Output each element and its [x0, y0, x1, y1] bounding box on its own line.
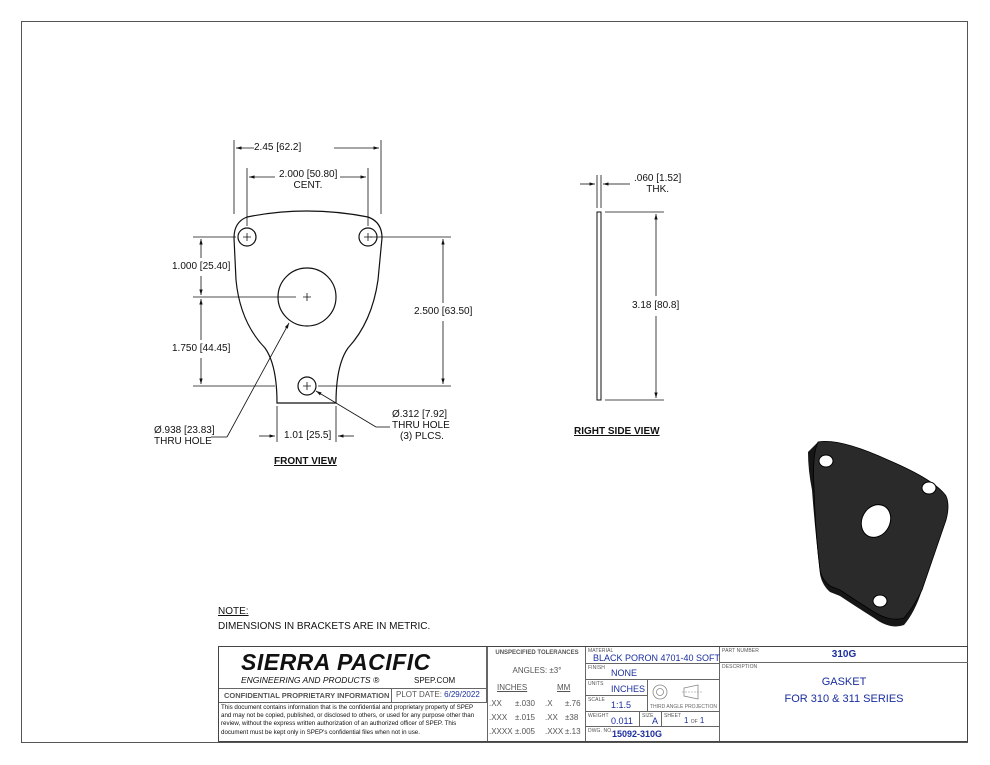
- finish-value: NONE: [611, 668, 638, 678]
- tol-row: .XX ±.030 .X ±.76: [489, 699, 581, 708]
- plot-date-label: PLOT DATE:: [396, 690, 442, 699]
- company-name: SIERRA PACIFIC: [241, 649, 431, 675]
- description-line1: GASKET: [821, 676, 867, 688]
- front-view-part: [234, 211, 382, 403]
- front-view-label: FRONT VIEW: [274, 456, 337, 467]
- part-number-value: 310G: [831, 649, 857, 660]
- scale-value: 1:1.5: [611, 700, 632, 710]
- units-value: INCHES: [611, 684, 646, 694]
- projection-symbol-icon: [648, 682, 720, 706]
- size-cell: SIZE A: [640, 712, 662, 727]
- tol-mm-header: MM: [557, 683, 571, 692]
- dwg-no-cell: DWG. NO. 15092-310G: [586, 727, 720, 741]
- company-sub: ENGINEERING AND PRODUCTS ®: [241, 675, 380, 685]
- note-title: NOTE:: [218, 606, 249, 617]
- sheet-cell: SHEET 1 OF 1: [662, 712, 720, 727]
- sheet-value: 1: [684, 716, 689, 725]
- dim-bottom-width: 1.01 [25.5]: [284, 430, 332, 441]
- dim-height: 3.18 [80.8]: [632, 300, 680, 311]
- projection-cell: [648, 680, 720, 712]
- confidential-text: This document contains information that is the confidential and proprietary property of SPEP and may not be copied, published, or disclosed to others, or used for any purpose other than review, without the express written authorization of an authorized officer of SPEP. This document must be kept only in SPEP's confidential files when not in use.: [221, 704, 475, 736]
- description-line2: FOR 310 & 311 SERIES: [784, 693, 904, 705]
- side-view-part: [597, 212, 601, 400]
- finish-cell: FINISH NONE: [586, 664, 720, 680]
- title-block: [218, 646, 968, 742]
- scale-cell: SCALE 1:1.5: [586, 696, 648, 712]
- material-value: BLACK PORON 4701-40 SOFT: [593, 653, 721, 663]
- size-value: A: [652, 716, 659, 726]
- dim-top-offset: 1.000 [25.40]: [172, 261, 231, 272]
- plot-date-cell: [392, 689, 487, 703]
- dim-hole-center: 2.000 [50.80] CENT.: [279, 169, 338, 191]
- weight-cell: WEIGHT 0.011: [586, 712, 640, 727]
- sheet-total: 1: [699, 716, 705, 725]
- material-cell: MATERIAL BLACK PORON 4701-40 SOFT: [588, 648, 721, 663]
- dim-small-hole: Ø.312 [7.92] THRU HOLE (3) PLCS.: [392, 409, 450, 442]
- confidential-label-cell: [219, 689, 392, 703]
- dim-vertical-span: 2.500 [63.50]: [414, 306, 473, 317]
- company-website: SPEP.COM: [414, 676, 456, 685]
- plot-date: 6/29/2022: [444, 690, 480, 699]
- dim-overall-width: 2.45 [62.2]: [254, 142, 302, 153]
- description-cell: DESCRIPTION GASKET FOR 310 & 311 SERIES: [720, 663, 968, 741]
- part-number-cell: PART NUMBER 310G: [720, 647, 968, 663]
- projection-label: THIRD ANGLE PROJECTION: [650, 704, 717, 710]
- weight-value: 0.011: [611, 716, 633, 726]
- dim-thickness: .060 [1.52] THK.: [634, 173, 682, 195]
- tol-row: .XXXX ±.005 .XXX ±.13: [489, 727, 581, 736]
- units-cell: UNITS INCHES: [586, 680, 648, 696]
- note-text: DIMENSIONS IN BRACKETS ARE IN METRIC.: [218, 621, 431, 632]
- dwg-no-value: 15092-310G: [612, 729, 663, 739]
- tol-row: .XXX ±.015 .XX ±38: [489, 713, 579, 722]
- company-cell: [219, 647, 487, 689]
- confidential-label: CONFIDENTIAL PROPRIETARY INFORMATION: [224, 691, 390, 700]
- tolerances-title: UNSPECIFIED TOLERANCES: [495, 650, 579, 656]
- tol-rows: [489, 697, 581, 739]
- tol-inches-header: INCHES: [497, 683, 528, 692]
- dim-lower-offset: 1.750 [44.45]: [172, 343, 231, 354]
- right-view-label: RIGHT SIDE VIEW: [574, 426, 660, 437]
- dim-big-hole: Ø.938 [23.83] THRU HOLE: [154, 425, 215, 447]
- tolerances-angles: ANGLES: ±3°: [512, 666, 562, 675]
- isometric-gasket: [808, 441, 948, 626]
